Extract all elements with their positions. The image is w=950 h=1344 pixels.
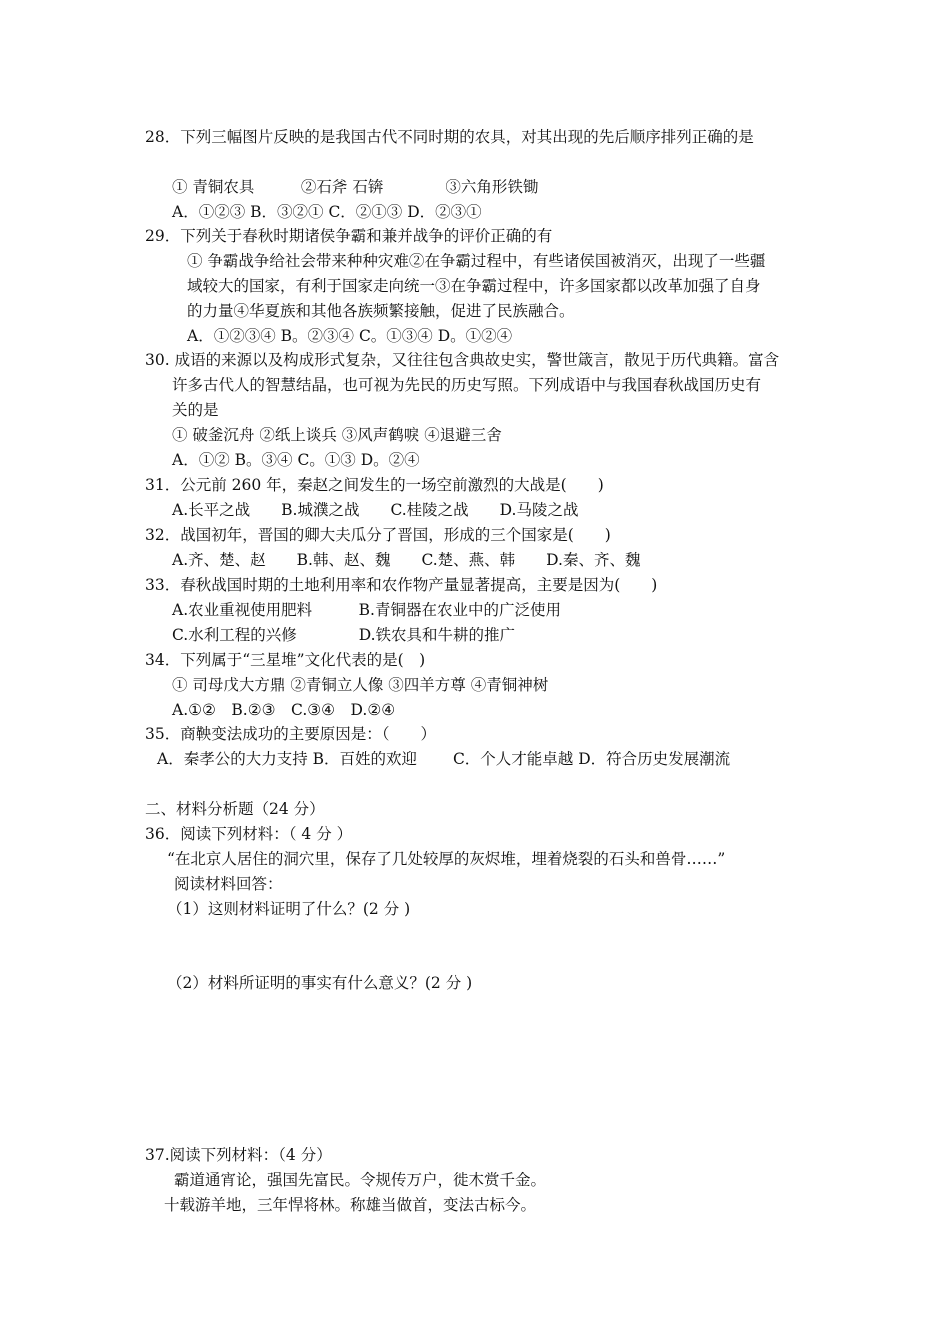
q36-sub-question-2: （2）材料所证明的事实有什么意义？(2 分 ) — [167, 974, 473, 992]
q37-poem-line-2: 十载游羊地，三年悍将林。称雄当做首，变法古标今。 — [164, 1196, 537, 1214]
q37-stem: 37.阅读下列材料：（4 分） — [145, 1146, 332, 1164]
q31-options: A.长平之战 B.城濮之战 C.桂陵之战 D.马陵之战 — [172, 501, 579, 519]
q29-body-line-2: 域较大的国家，有利于国家走向统一③在争霸过程中，许多国家都以改革加强了自身 — [187, 277, 761, 295]
q30-items: ① 破釜沉舟 ②纸上谈兵 ③风声鹤唳 ④退避三舍 — [172, 426, 502, 444]
q28-items: ① 青铜农具 ②石斧 石锛 ③六角形铁锄 — [172, 178, 539, 196]
q32-stem: 32．战国初年，晋国的卿大夫瓜分了晋国，形成的三个国家是( ) — [145, 526, 611, 544]
q29-stem: 29．下列关于春秋时期诸侯争霸和兼并战争的评价正确的有 — [145, 227, 553, 245]
q30-stem-line-1: 30. 成语的来源以及构成形式复杂，又往往包含典故史实，警世箴言，散见于历代典籍。富含 — [145, 351, 780, 369]
q35-options: A．秦孝公的大力支持 B．百姓的欢迎 C．个人才能卓越 D．符合历史发展潮流 — [157, 750, 731, 768]
q28-stem: 28．下列三幅图片反映的是我国古代不同时期的农具，对其出现的先后顺序排列正确的是 — [145, 128, 754, 146]
q32-options: A.齐、楚、赵 B.韩、赵、魏 C.楚、燕、韩 D.秦、齐、魏 — [172, 551, 641, 569]
q29-body-line-3: 的力量④华夏族和其他各族频繁接触，促进了民族融合。 — [187, 302, 575, 320]
q30-stem-line-3: 关的是 — [172, 401, 219, 419]
q35-stem: 35．商鞅变法成功的主要原因是：（ ） — [145, 725, 436, 743]
q37-poem-line-1: 霸道通宵论，强国先富民。令规传万户，徙木赏千金。 — [174, 1171, 547, 1189]
q36-material: “在北京人居住的洞穴里，保存了几处较厚的灰烬堆，埋着烧裂的石头和兽骨……” — [167, 850, 726, 868]
q28-options: A．①②③ B．③②① C．②①③ D．②③① — [172, 203, 482, 221]
section-2-heading: 二、材料分析题（24 分） — [145, 800, 325, 818]
q34-options: A.①② B.②③ C.③④ D.②④ — [172, 701, 396, 719]
q36-stem: 36．阅读下列材料：（ 4 分 ） — [145, 825, 353, 843]
q33-options-line-1: A.农业重视使用肥料 B.青铜器在农业中的广泛使用 — [172, 601, 561, 619]
q29-options: A．①②③④ B。②③④ C。①③④ D。①②④ — [187, 327, 513, 345]
q33-options-line-2: C.水利工程的兴修 D.铁农具和牛耕的推广 — [172, 626, 516, 644]
q34-items: ① 司母戊大方鼎 ②青铜立人像 ③四羊方尊 ④青铜神树 — [172, 676, 549, 694]
q29-body-line-1: ① 争霸战争给社会带来种种灾难②在争霸过程中，有些诸侯国被消灭，出现了一些疆 — [187, 252, 766, 270]
q31-stem: 31．公元前 260 年，秦赵之间发生的一场空前激烈的大战是( ) — [145, 476, 604, 494]
q36-prompt: 阅读材料回答： — [174, 875, 283, 893]
q33-stem: 33．春秋战国时期的土地利用率和农作物产量显著提高，主要是因为( ) — [145, 576, 658, 594]
q34-stem: 34．下列属于“三星堆”文化代表的是( ) — [145, 651, 426, 669]
q36-sub-question-1: （1）这则材料证明了什么？(2 分 ) — [167, 900, 411, 918]
q30-options: A．①② B。③④ C。①③ D。②④ — [172, 451, 420, 469]
q30-stem-line-2: 许多古代人的智慧结晶，也可视为先民的历史写照。下列成语中与我国春秋战国历史有 — [172, 376, 762, 394]
